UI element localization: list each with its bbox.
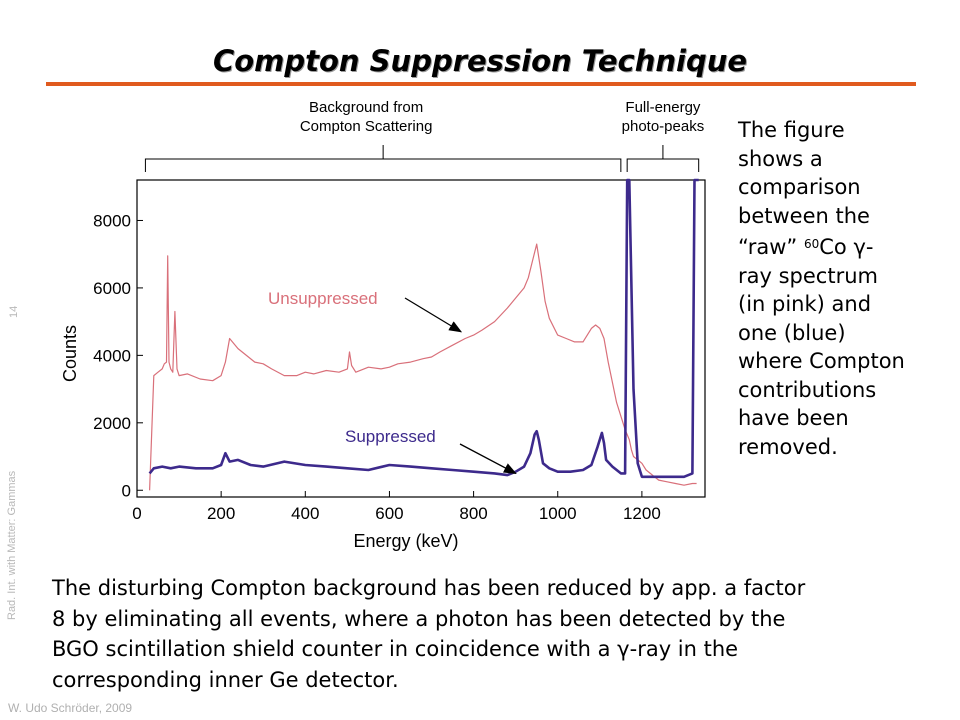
x-tick-label: 1000 (538, 504, 577, 523)
description-line: have been (738, 406, 849, 430)
slide-number: 14 (8, 305, 20, 318)
y-tick-label: 6000 (93, 278, 131, 298)
description-isotope: Co γ- (819, 235, 874, 259)
bracket (627, 145, 699, 172)
x-tick-label: 800 (459, 504, 488, 523)
spectrum-chart (50, 92, 720, 552)
description-raw: “raw” (738, 235, 798, 259)
description-line: comparison (738, 175, 861, 199)
bracket-label: Background from (309, 99, 424, 116)
x-tick-label: 0 (132, 504, 142, 523)
explanation-line: 8 by eliminating all events, where a photon has been detected by the (52, 606, 786, 631)
annotation-arrow (460, 444, 516, 473)
bracket-label: photo-peaks (621, 118, 705, 135)
y-tick-label: 0 (121, 481, 131, 501)
y-tick-label: 8000 (93, 211, 131, 231)
x-tick-label: 600 (375, 504, 404, 523)
description-line: shows a (738, 146, 823, 171)
explanation-line: BGO scintillation shield counter in coincidence with a γ-ray in the (52, 637, 739, 661)
bracket-label: Full-energy (625, 99, 701, 116)
x-tick-label: 1200 (622, 504, 661, 523)
footer-author: W. Udo Schröder, 2009 (8, 701, 133, 715)
description-line: ray spectrum (738, 263, 878, 288)
series-line-unsuppressed (150, 244, 697, 490)
explanation-line: The disturbing Compton background has been reduced by app. a factor (52, 576, 806, 600)
y-tick-label: 2000 (93, 413, 131, 433)
x-axis-label: Energy (keV) (353, 531, 459, 551)
description-line: where Compton (738, 349, 905, 373)
annotation-label: Unsuppressed (268, 289, 378, 308)
description-line: (in pink) and (738, 292, 872, 316)
y-axis-label: Counts (60, 324, 80, 383)
description-line: contributions (738, 377, 877, 402)
description-isotope-mass: 60 (803, 237, 820, 251)
annotation-arrow (405, 298, 461, 332)
description-line: removed. (738, 434, 838, 459)
title-rule (46, 82, 916, 86)
explanation-line: corresponding inner Ge detector. (52, 667, 399, 692)
description-line: between the (738, 203, 870, 228)
side-label: Rad. Int. with Matter: Gammas (6, 470, 18, 620)
slide-title: Compton Suppression Technique (212, 44, 748, 78)
description-text (738, 116, 948, 461)
x-tick-label: 400 (291, 504, 320, 523)
plot-frame (137, 180, 705, 497)
explanation-text (52, 573, 932, 695)
y-tick-label: 4000 (93, 346, 131, 366)
bracket-label: Compton Scattering (299, 118, 433, 135)
annotation-label: Suppressed (345, 427, 436, 446)
bracket (145, 145, 620, 172)
description-line: one (blue) (738, 320, 846, 345)
x-tick-label: 200 (206, 504, 236, 523)
description-line: The figure (738, 118, 845, 142)
description-line (738, 230, 948, 262)
